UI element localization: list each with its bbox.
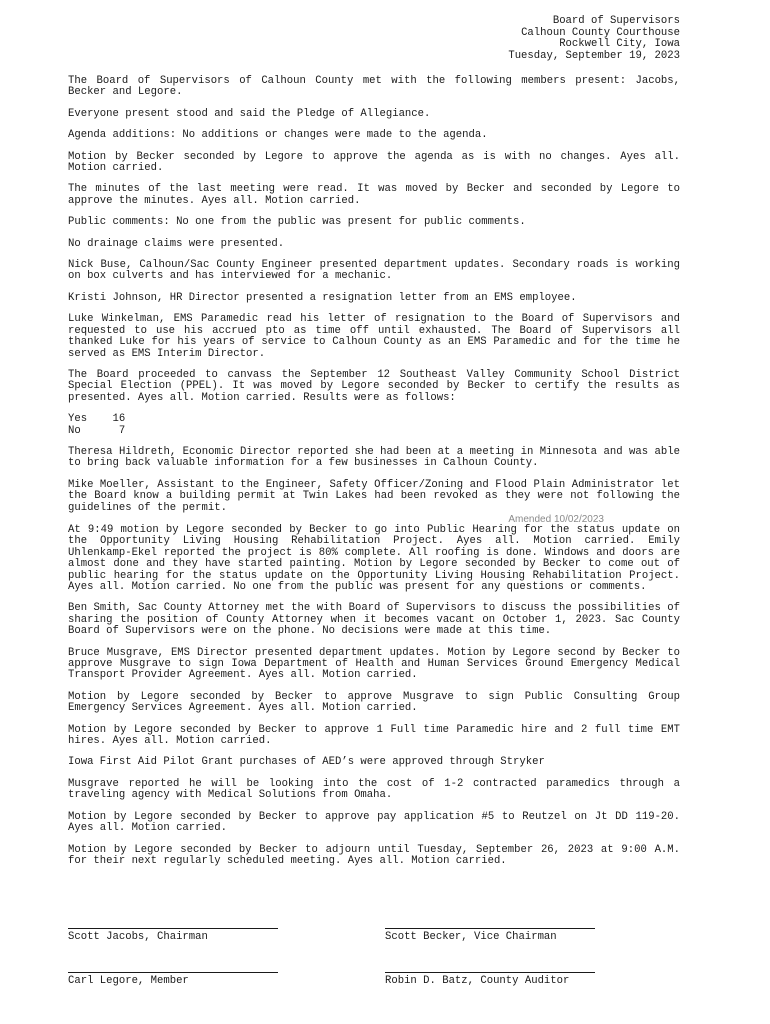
- results-no-label: No: [68, 424, 81, 437]
- paragraph-engineer: Nick Buse, Calhoun/Sac County Engineer presented department updates. Secondary roads is working on box culverts and has interviewed for a mechanic.: [68, 259, 680, 283]
- paragraph-pay-application: Motion by Legore seconded by Becker to approve pay application #5 to Reutzel on Jt DD 119-20. Ayes all. Motion carried.: [68, 810, 680, 835]
- signature-name: Scott Becker, Vice Chairman: [385, 931, 557, 943]
- results-no-row: [68, 426, 680, 437]
- signature-name: Carl Legore, Member: [68, 975, 189, 987]
- paragraph-aed: Iowa First Aid Pilot Grant purchases of AED’s were approved through Stryker: [68, 756, 545, 769]
- election-results: [68, 414, 680, 437]
- signature-block: [68, 928, 688, 1016]
- paragraph-attendance: The Board of Supervisors of Calhoun County met with the following members present: Jacobs, Becker and Legore.: [68, 75, 680, 99]
- paragraph-ems-updates: Bruce Musgrave, EMS Director presented department updates. Motion by Legore second by Becker to approve Musgrave to sign Iowa Department of Health and Human Services Ground Emergency Medical Transport Provider Agreement. Ayes all. Motion carried.: [68, 646, 680, 682]
- paragraph-building-permit: Mike Moeller, Assistant to the Engineer, Safety Officer/Zoning and Flood Plain Administrator let the Board know a building permit at Twin Lakes had been revoked as they were not following the guidelines of the permit.: [68, 478, 680, 514]
- signature-auditor: [385, 972, 595, 987]
- signature-chairman: [68, 928, 278, 943]
- paragraph-county-attorney: Ben Smith, Sac County Attorney met the with Board of Supervisors to discuss the possibilities of sharing the position of County Attorney when it becomes vacant on October 1, 2023. Sac County Board of Supervisors were on the phone. No decisions were made at this time.: [68, 602, 680, 638]
- paragraph-hr: Kristi Johnson, HR Director presented a resignation letter from an EMS employee.: [68, 291, 577, 304]
- results-yes-label: Yes: [68, 413, 88, 426]
- signature-line: [68, 972, 278, 973]
- signature-name: Scott Jacobs, Chairman: [68, 931, 208, 943]
- paragraph-agenda-additions: Agenda additions: No additions or changes were made to the agenda.: [68, 129, 488, 142]
- paragraph-consulting: Motion by Legore seconded by Becker to approve Musgrave to sign Public Consulting Group Emergency Services Agreement. Ayes all. Motion carried.: [68, 690, 680, 715]
- signature-member: [68, 972, 278, 987]
- results-no-count: 7: [118, 424, 126, 437]
- amended-note: Amended 10/02/2023: [508, 513, 604, 525]
- paragraph-adjourn: Motion by Legore seconded by Becker to adjourn until Tuesday, September 26, 2023 at 9:00 A.M. for their next regularly scheduled meeting. Ayes all. Motion carried.: [68, 843, 680, 867]
- document-header: [68, 16, 680, 62]
- signature-vice-chairman: [385, 928, 595, 943]
- results-yes-row: [68, 414, 680, 425]
- paragraph-resignation: Luke Winkelman, EMS Paramedic read his letter of resignation to the Board of Supervisors and requested to use his accrued pto as time off until exhausted. The Board of Supervisors all thanked Luke for his years of service to Calhoun County as an EMS Paramedic and for the time he served as EMS Interim Director.: [68, 313, 680, 360]
- header-date: Tuesday, September 19, 2023: [508, 49, 680, 62]
- paragraph-canvass: The Board proceeded to canvass the September 12 Southeast Valley Community School District Special Election (PPEL). It was moved by Legore seconded by Becker to certify the results as presented. Ayes all. Motion carried. Results were as follows:: [68, 368, 680, 404]
- paragraph-hires: Motion by Legore seconded by Becker to approve 1 Full time Paramedic hire and 2 full time EMT hires. Ayes all. Motion carried.: [68, 723, 680, 748]
- minutes-document: [68, 16, 680, 877]
- signature-row-2: [68, 972, 688, 1016]
- signature-line: [385, 972, 595, 973]
- signature-line: [68, 928, 278, 929]
- results-yes-count: 16: [112, 413, 126, 426]
- signature-line: [385, 928, 595, 929]
- paragraph-agenda-motion: Motion by Becker seconded by Legore to approve the agenda as is with no changes. Ayes all. Motion carried.: [68, 150, 680, 175]
- signature-row-1: [68, 928, 688, 972]
- paragraph-contracted-paramedics: Musgrave reported he will be looking into the cost of 1-2 contracted paramedics through a traveling agency with Medical Solutions from Omaha.: [68, 777, 680, 802]
- header-courthouse: Calhoun County Courthouse: [521, 26, 680, 39]
- header-location: Rockwell City, Iowa: [559, 38, 680, 50]
- paragraph-public-comments: Public comments: No one from the public was present for public comments.: [68, 216, 526, 229]
- paragraph-drainage: No drainage claims were presented.: [68, 237, 285, 250]
- signature-name: Robin D. Batz, County Auditor: [385, 975, 570, 987]
- paragraph-public-hearing: At 9:49 motion by Legore seconded by Becker to go into Public Hearing for the status update on the Opportunity Living Housing Rehabilitation Project. Ayes all. Motion carried. Emily Uhlenkamp-Ekel reported the project is 80% complete. All roofing is done. Windows and doors are almost done and they have started painting. Motion by Legore seconded by Becker to come out of public hearing for the status update on the Opportunity Living Housing Rehabilitation Project. Ayes all. Motion carried. No one from the public was present for any questions or comments.: [68, 523, 680, 593]
- paragraph-minutes: The minutes of the last meeting were read. It was moved by Becker and seconded by Legore to approve the minutes. Ayes all. Motion carried.: [68, 183, 680, 207]
- header-board: Board of Supervisors: [552, 15, 680, 27]
- paragraph-pledge: Everyone present stood and said the Pledge of Allegiance.: [68, 107, 431, 120]
- paragraph-economic: Theresa Hildreth, Economic Director reported she had been at a meeting in Minnesota and was able to bring back valuable information for a few businesses in Calhoun County.: [68, 445, 680, 470]
